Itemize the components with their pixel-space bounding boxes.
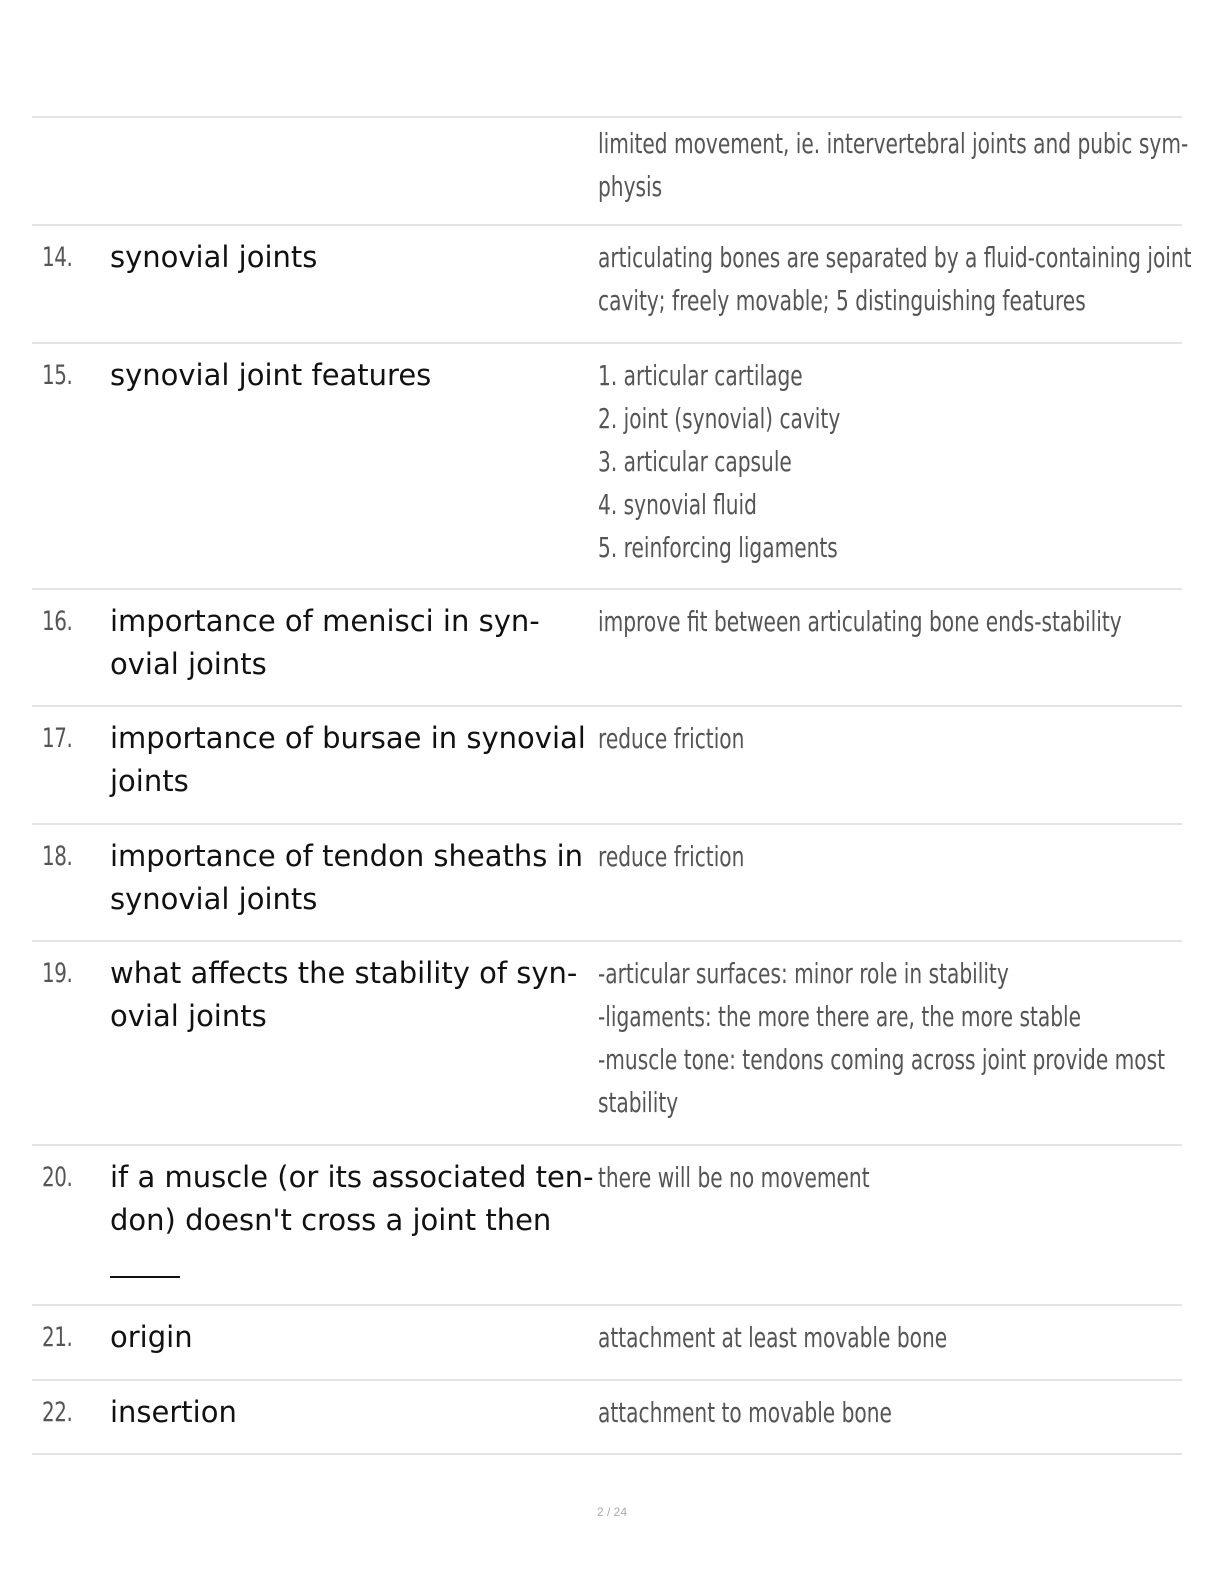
table-row xyxy=(32,1144,1182,1304)
definition-line: physis xyxy=(598,170,663,203)
definition-line: attachment at least movable bone xyxy=(598,1321,948,1354)
definition-text xyxy=(598,835,1178,878)
definition-text xyxy=(598,717,1178,760)
definition-line: articulating bones are separated by a fluid-containing joint xyxy=(598,241,1192,274)
definition-text xyxy=(598,600,1178,643)
term-line: synovial joint features xyxy=(110,358,432,392)
row-number: 19. xyxy=(42,958,73,989)
row-number: 15. xyxy=(42,360,73,391)
fill-in-blank xyxy=(110,1276,180,1278)
definition-line: attachment to movable bone xyxy=(598,1396,892,1429)
term-line: importance of menisci in syn- xyxy=(110,604,540,638)
term-text xyxy=(110,1156,595,1278)
definition-text xyxy=(598,1316,1178,1359)
table-row xyxy=(32,940,1182,1144)
definition-line: 2. joint (synovial) cavity xyxy=(598,402,841,435)
table-row xyxy=(32,705,1182,823)
row-number: 22. xyxy=(42,1397,73,1428)
table-row xyxy=(32,823,1182,940)
table-row xyxy=(32,342,1182,588)
definition-line: -ligaments: the more there are, the more stable xyxy=(598,1000,1082,1033)
row-number: 18. xyxy=(42,841,73,872)
term-line: origin xyxy=(110,1320,193,1354)
term-line: synovial joints xyxy=(110,882,318,916)
definition-line: there will be no movement xyxy=(598,1161,870,1194)
term-line: what affects the stability of syn- xyxy=(110,956,578,990)
definition-line: 1. articular cartilage xyxy=(598,359,803,392)
table-row xyxy=(32,224,1192,342)
page-number: 2 / 24 xyxy=(596,1505,628,1519)
term-line: joints xyxy=(110,764,189,798)
term-line: ovial joints xyxy=(110,999,267,1033)
term-text xyxy=(110,835,595,921)
flashcard-table xyxy=(32,116,1192,1455)
term-line: insertion xyxy=(110,1395,237,1429)
term-line: don) doesn't cross a joint then xyxy=(110,1203,552,1237)
definition-line: stability xyxy=(598,1086,679,1119)
definition-text xyxy=(598,1156,1178,1199)
definition-line: cavity; freely movable; 5 distinguishing features xyxy=(598,284,1086,317)
definition-text xyxy=(598,1391,1178,1434)
definition-line: 4. synovial fluid xyxy=(598,488,757,521)
table-row xyxy=(32,1379,1182,1455)
definition-line: reduce friction xyxy=(598,722,745,755)
row-number: 16. xyxy=(42,606,73,637)
term-line: synovial joints xyxy=(110,240,318,274)
table-row xyxy=(32,588,1182,705)
row-number: 17. xyxy=(42,723,73,754)
term-text xyxy=(110,354,595,397)
term-line: importance of tendon sheaths in xyxy=(110,839,584,873)
term-line: importance of bursae in synovial xyxy=(110,721,586,755)
definition-line: 5. reinforcing ligaments xyxy=(598,531,838,564)
definition-text xyxy=(598,236,1192,322)
term-text xyxy=(110,1316,595,1359)
term-text xyxy=(110,236,595,279)
term-text xyxy=(110,1391,595,1434)
term-text xyxy=(110,717,595,803)
row-number: 20. xyxy=(42,1162,73,1193)
term-text xyxy=(110,600,595,686)
definition-text xyxy=(598,952,1178,1124)
term-text xyxy=(110,952,595,1038)
term-line: if a muscle (or its associated ten- xyxy=(110,1160,594,1194)
row-number: 14. xyxy=(42,242,73,273)
definition-line: -muscle tone: tendons coming across joint provide most xyxy=(598,1043,1166,1076)
definition-line: improve fit between articulating bone ends-stability xyxy=(598,605,1122,638)
definition-line: limited movement, ie. intervertebral joints and pubic sym- xyxy=(598,127,1189,160)
term-line: ovial joints xyxy=(110,647,267,681)
definition-text xyxy=(598,122,1189,208)
table-row xyxy=(32,1304,1182,1379)
row-number: 21. xyxy=(42,1322,73,1353)
definition-text xyxy=(598,354,1178,569)
definition-line: 3. articular capsule xyxy=(598,445,792,478)
table-row xyxy=(32,116,1189,224)
definition-line: reduce friction xyxy=(598,840,745,873)
definition-line: -articular surfaces: minor role in stability xyxy=(598,957,1009,990)
